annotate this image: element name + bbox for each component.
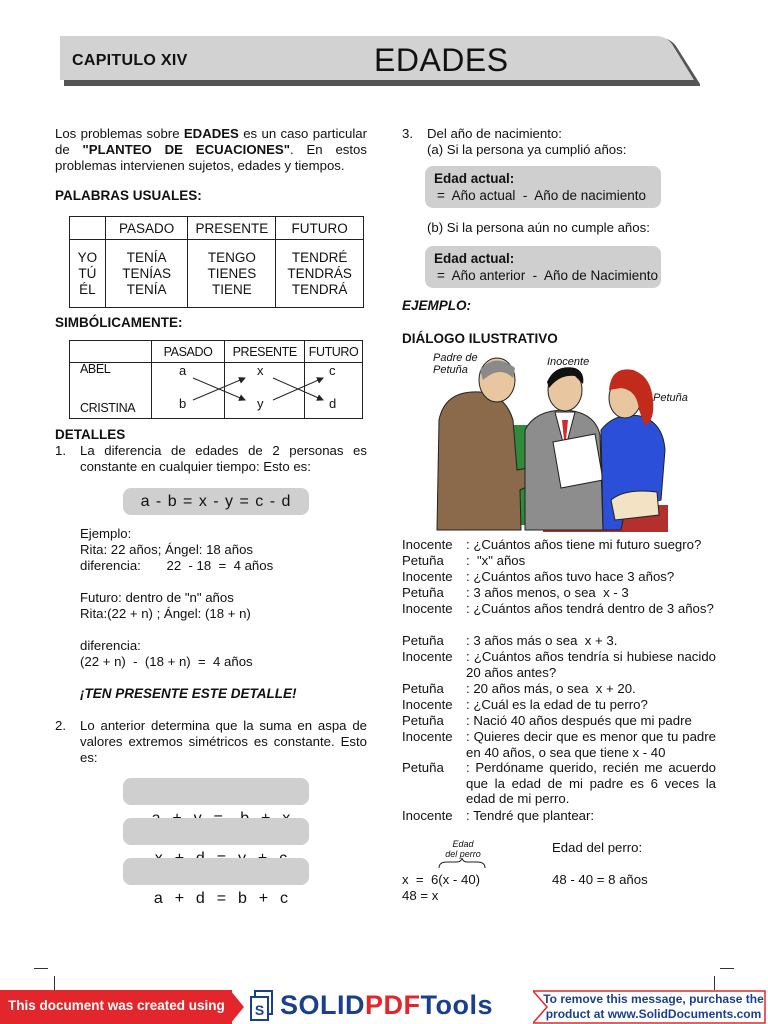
equation-4: a + d = b + c bbox=[153, 890, 289, 907]
value-y: y bbox=[257, 396, 264, 411]
brace-icon bbox=[437, 858, 487, 870]
result-equation: 48 = x bbox=[402, 888, 439, 903]
perro-calc: 48 - 40 = 8 años bbox=[552, 872, 648, 887]
brace-label: Edad del perro bbox=[445, 839, 481, 859]
cross-arrows bbox=[69, 340, 363, 420]
equation-box-1 bbox=[123, 488, 309, 515]
logo-tools: Tools bbox=[420, 990, 494, 1020]
formula-box-2 bbox=[425, 246, 661, 288]
cell: TIENE bbox=[211, 281, 252, 297]
cell: TENGO bbox=[207, 249, 256, 265]
dialog-illustration bbox=[425, 350, 688, 532]
cell: TENDRÁ bbox=[291, 281, 348, 297]
crop-mark bbox=[714, 976, 715, 990]
label-petuna: Petuña bbox=[653, 392, 688, 404]
future-line-1: Futuro: dentro de "n" años bbox=[80, 590, 234, 605]
simbolico-table-wrap bbox=[69, 340, 363, 420]
case-a-text: (a) Si la persona ya cumplió años: bbox=[427, 142, 627, 157]
logo-pdf: PDF bbox=[365, 990, 421, 1020]
page-title: EDADES bbox=[374, 42, 509, 78]
dialog-line: Petuña : 3 años menos, o sea x - 3 bbox=[402, 585, 629, 600]
cell: TENDRÉ bbox=[291, 249, 348, 265]
difference-block bbox=[80, 638, 367, 670]
example-line-1: Rita: 22 años; Ángel: 18 años bbox=[80, 542, 254, 557]
equation-box-2 bbox=[123, 778, 309, 805]
dialogo-heading: DIÁLOGO ILUSTRATIVO bbox=[402, 331, 558, 346]
cell: TENÍAS bbox=[122, 265, 171, 281]
equation-box-3 bbox=[123, 818, 309, 845]
cell: TIENES bbox=[207, 265, 257, 281]
example-label: Ejemplo: bbox=[80, 526, 132, 541]
item3-text: Del año de nacimiento: bbox=[427, 126, 562, 141]
footer-created-text: This document was created using bbox=[8, 998, 225, 1013]
logo-solid: SOLID bbox=[280, 990, 366, 1020]
col-pasado: PASADO bbox=[105, 217, 188, 240]
document-logo-icon bbox=[250, 990, 274, 1022]
formula-1-title: Edad actual: bbox=[434, 171, 515, 186]
palabras-table bbox=[69, 216, 364, 308]
detalles-heading: DETALLES bbox=[55, 427, 126, 442]
intro-paragraph: Los problemas sobre EDADES es un caso particular de "PLANTEO DE ECUACIONES". En estos problemas intervienen sujetos, edades y tiempos. bbox=[55, 126, 367, 173]
item2-number: 2. bbox=[55, 718, 66, 733]
cell: TENÍA bbox=[126, 281, 167, 297]
formula-2-title: Edad actual: bbox=[434, 251, 515, 266]
cell: TENDRÁS bbox=[287, 265, 352, 281]
dialog-line: Petuña : "x" años bbox=[402, 553, 526, 568]
footer-banner bbox=[0, 990, 240, 1024]
example-line-2: diferencia: 22 - 18 = 4 años bbox=[80, 558, 274, 573]
label-inocente: Inocente bbox=[547, 356, 590, 368]
example-block bbox=[80, 526, 367, 574]
footer-purchase-note[interactable] bbox=[533, 990, 768, 1024]
dialog-line: Inocente : ¿Cuál es la edad de tu perro? bbox=[402, 697, 648, 712]
dialog-line: Inocente : ¿Cuántos años tendrá dentro de 3 años? bbox=[402, 601, 714, 616]
crop-mark bbox=[720, 968, 734, 969]
label-padre: Padre de Petuña bbox=[433, 352, 478, 376]
future-line-2: Rita:(22 + n) ; Ángel: (18 + n) bbox=[80, 606, 251, 621]
dialog-line: Inocente : Tendré que plantear: bbox=[402, 808, 595, 823]
solidpdf-logo[interactable] bbox=[250, 988, 530, 1024]
value-d: d bbox=[329, 396, 337, 411]
subject: ÉL bbox=[79, 281, 96, 297]
col-presente: PRESENTE bbox=[188, 217, 276, 240]
crop-mark bbox=[54, 976, 55, 990]
formula-2: = Año anterior - Año de Nacimiento bbox=[437, 268, 659, 283]
equation-box-4 bbox=[123, 858, 309, 907]
future-block bbox=[80, 590, 367, 622]
item1-number: 1. bbox=[55, 443, 66, 458]
value-b: b bbox=[179, 396, 187, 411]
row-name-cristina: CRISTINA bbox=[80, 401, 136, 415]
value-c: c bbox=[329, 363, 336, 378]
subject: YO bbox=[77, 249, 98, 265]
item2-text: Lo anterior determina que la suma en aspa de valores extremos simétricos es constante. Esto es: bbox=[80, 718, 367, 765]
dialog-line: Inocente : ¿Cuántos años tendría si hubiese nacido 20 años antes? bbox=[402, 649, 716, 680]
chapter-label: CAPITULO XIV bbox=[72, 52, 188, 69]
cell: TENÍA bbox=[126, 249, 167, 265]
palabras-heading: PALABRAS USUALES: bbox=[55, 188, 202, 203]
dialog-line: Petuña : Perdóname querido, recién me acuerdo que la edad de mi padre es 6 veces la edad de mi perro. bbox=[402, 760, 716, 807]
dialog-line: Petuña : 3 años más o sea x + 3. bbox=[402, 633, 618, 648]
dialog-line: Inocente : ¿Cuántos años tiene mi futuro suegro? bbox=[402, 537, 702, 552]
subject: TÚ bbox=[78, 265, 97, 281]
col-presente: PRESENTE bbox=[225, 341, 305, 363]
case-b-text: (b) Si la persona aún no cumple años: bbox=[427, 220, 650, 235]
col-futuro: FUTURO bbox=[305, 341, 363, 363]
col-pasado: PASADO bbox=[151, 341, 225, 363]
meeting-illustration-icon bbox=[425, 350, 675, 532]
formula-box-1 bbox=[425, 166, 661, 208]
dialog-line: Inocente : ¿Cuántos años tuvo hace 3 años? bbox=[402, 569, 675, 584]
difference-label: diferencia: bbox=[80, 638, 141, 653]
perro-label: Edad del perro: bbox=[552, 840, 643, 855]
ejemplo-heading: EJEMPLO: bbox=[402, 298, 472, 313]
dialog-line: Petuña : 20 años más, o sea x + 20. bbox=[402, 681, 636, 696]
equation-1: a - b = x - y = c - d bbox=[140, 493, 292, 510]
tip-text: ¡TEN PRESENTE ESTE DETALLE! bbox=[80, 686, 297, 701]
difference-line: (22 + n) - (18 + n) = 4 años bbox=[80, 654, 253, 669]
item3-number: 3. bbox=[402, 126, 413, 141]
main-equation: x = 6(x - 40) bbox=[402, 872, 481, 887]
item1-text: La diferencia de edades de 2 personas es constante en cualquier tiempo: Esto es: bbox=[80, 443, 367, 474]
purchase-line-2: product at www.SolidDocuments.com bbox=[545, 1007, 762, 1021]
formula-1: = Año actual - Año de nacimiento bbox=[437, 188, 647, 203]
purchase-line-1: To remove this message, purchase the bbox=[543, 992, 764, 1006]
simbolico-heading: SIMBÓLICAMENTE: bbox=[55, 315, 183, 330]
value-a: a bbox=[179, 363, 187, 378]
col-futuro: FUTURO bbox=[276, 217, 364, 240]
svg-text:S: S bbox=[254, 1002, 265, 1018]
chapter-header bbox=[60, 36, 708, 86]
dialog-line: Inocente : Quieres decir que es menor que tu padre en 40 años, o sea que tiene x - 40 bbox=[402, 729, 716, 760]
value-x: x bbox=[257, 363, 264, 378]
row-name-abel: ABEL bbox=[80, 362, 111, 376]
dialog-line: Petuña : Nació 40 años después que mi padre bbox=[402, 713, 692, 728]
crop-mark bbox=[34, 968, 48, 969]
